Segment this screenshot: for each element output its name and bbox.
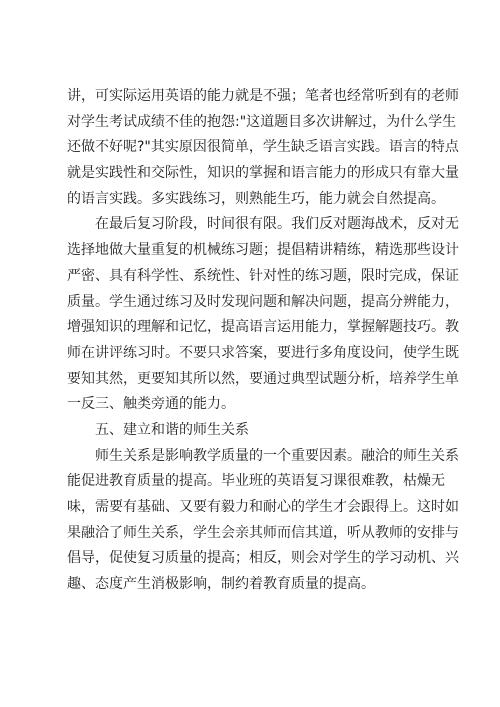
- body-line: 严密、具有科学性、系统性、针对性的练习题，限时完成，保证: [67, 267, 459, 284]
- body-line: 还做不好呢?"其实原因很简单，学生缺乏语言实践。语言的特点: [67, 139, 459, 156]
- body-line: 一反三、触类旁通的能力。: [67, 396, 235, 413]
- paragraph-start-line: 在最后复习阶段，时间很有限。我们反对题海战术，反对无: [95, 216, 459, 233]
- paragraph-start-line: 师生关系是影响教学质量的一个重要因素。融洽的师生关系: [95, 447, 459, 464]
- body-line: 的语言实践。多实践练习，则熟能生巧，能力就会自然提高。: [67, 190, 445, 207]
- body-line: 能促进教育质量的提高。毕业班的英语复习课很难教，枯燥无: [67, 473, 445, 490]
- body-line: 就是实践性和交际性，知识的掌握和语言能力的形成只有靠大量: [67, 165, 459, 182]
- body-line: 味，需要有基础、又要有毅力和耐心的学生才会跟得上。这时如: [67, 499, 459, 515]
- body-line: 倡导，促使复习质量的提高；相反，则会对学生的学习动机、兴: [67, 550, 459, 567]
- document-body: [67, 84, 459, 598]
- body-line: 对学生考试成绩不佳的抱怨:"这道题目多次讲解过，为什么学生: [67, 113, 457, 130]
- body-line: 师在讲评练习时。不要只求答案，要进行多角度设问，使学生既: [67, 344, 459, 361]
- body-line: 果融洽了师生关系，学生会亲其师而信其道，听从教师的安排与: [67, 524, 459, 541]
- body-line: 增强知识的理解和记忆，提高语言运用能力，掌握解题技巧。教: [67, 319, 459, 336]
- body-line: 质量。学生通过练习及时发现问题和解决问题，提高分辨能力，: [67, 293, 459, 310]
- body-line: 讲，可实际运用英语的能力就是不强；笔者也经常听到有的老师: [67, 88, 459, 104]
- body-line: 要知其然，更要知其所以然，要通过典型试题分析，培养学生单: [67, 370, 459, 387]
- body-line: 选择地做大量重复的机械练习题；提倡精讲精练，精选那些设计: [67, 242, 459, 259]
- section-heading: 五、建立和谐的师生关系: [95, 421, 249, 438]
- body-line: 趣、态度产生消极影响，制约着教育质量的提高。: [67, 576, 375, 593]
